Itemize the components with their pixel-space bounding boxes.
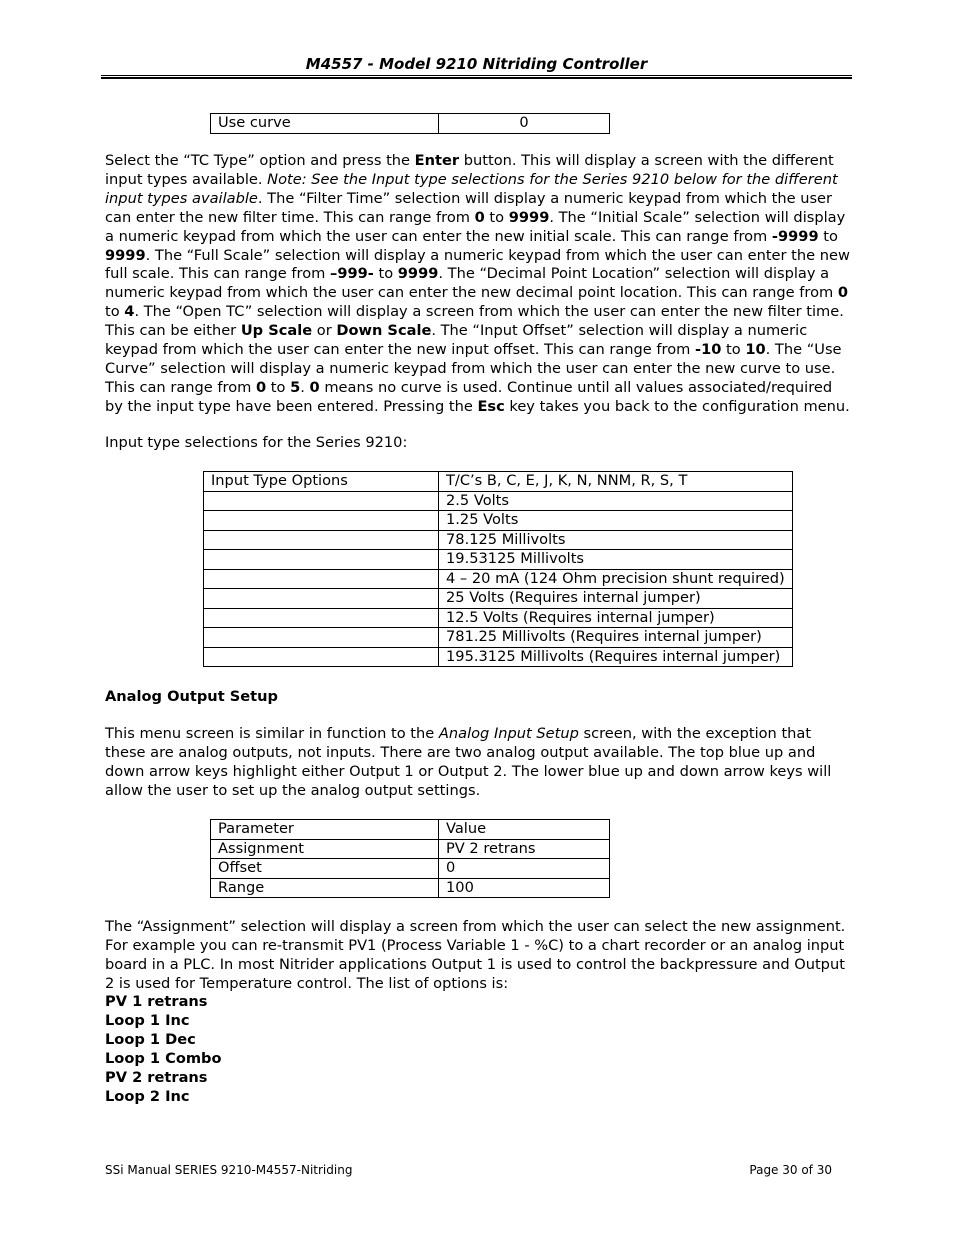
param-name-cell: Assignment [211, 839, 439, 859]
empty-cell [204, 589, 439, 609]
input-types-intro: Input type selections for the Series 9210: [105, 434, 408, 451]
table-row [204, 491, 793, 511]
empty-cell [204, 511, 439, 531]
list-item: Loop 1 Combo [105, 1049, 222, 1067]
param-value-cell: PV 2 retrans [439, 839, 610, 859]
list-item: PV 1 retrans [105, 993, 208, 1010]
table-row [211, 859, 610, 879]
list-item: Loop 2 Inc [105, 1087, 190, 1105]
table-row [204, 511, 793, 531]
assignment-paragraph: The “Assignment” selection will display a screen from which the user can select the new assignment. For example you can re-transmit PV1 (Process Variable 1 - %C) to a chart recorder or an analog input board in a PLC. In most Nitrider applications Output 1 is used to control the backpressure and Output 2 is used for Temperature control. The list of options is: [105, 918, 846, 992]
table-row [204, 589, 793, 609]
page-header-title: M4557 - Model 9210 Nitriding Controller [305, 55, 648, 73]
input-type-option: 4 – 20 mA (124 Ohm precision shunt required) [439, 569, 793, 589]
param-value-cell: 100 [439, 878, 610, 898]
param-name-cell: Parameter [211, 820, 439, 840]
empty-cell [204, 608, 439, 628]
table-row [204, 550, 793, 570]
list-item: Loop 1 Dec [105, 1030, 196, 1048]
table-row [204, 530, 793, 550]
analog-output-paragraph: This menu screen is similar in function to the Analog Input Setup screen, with the exception that these are analog outputs, not inputs. There are two analog output available. The top blue up and down arrow keys highlight either Output 1 or Output 2. The lower blue up and down arrow keys will allow the user to set up the analog output settings. [105, 725, 832, 799]
table-cell-label: Use curve [211, 114, 439, 134]
input-type-table [203, 471, 793, 667]
table-row [204, 628, 793, 648]
param-name-cell: Range [211, 878, 439, 898]
list-item: Loop 1 Inc [105, 1011, 190, 1029]
input-type-label: Input Type Options [204, 472, 439, 492]
table-row [204, 608, 793, 628]
table-row [204, 569, 793, 589]
table-row [211, 820, 610, 840]
empty-cell [204, 647, 439, 667]
input-type-option: 78.125 Millivolts [439, 530, 793, 550]
param-value-cell: 0 [439, 859, 610, 879]
input-type-option: 781.25 Millivolts (Requires internal jumper) [439, 628, 793, 648]
parameter-table [210, 819, 610, 898]
empty-cell [204, 550, 439, 570]
table-row [204, 472, 793, 492]
param-name-cell: Offset [211, 859, 439, 879]
table-row [211, 114, 610, 134]
empty-cell [204, 628, 439, 648]
table-row [211, 878, 610, 898]
use-curve-table [210, 113, 610, 134]
footer-manual-title: SSi Manual SERIES 9210-M4557-Nitriding [105, 1163, 353, 1177]
assignment-options-list [105, 993, 850, 1106]
input-type-option: 195.3125 Millivolts (Requires internal jumper) [439, 647, 793, 667]
footer-page-number: Page 30 of 30 [749, 1163, 832, 1177]
input-type-option: 1.25 Volts [439, 511, 793, 531]
header-rule [101, 75, 852, 79]
input-type-option: 2.5 Volts [439, 491, 793, 511]
table-cell-value: 0 [439, 114, 610, 134]
param-value-cell: Value [439, 820, 610, 840]
table-row [211, 839, 610, 859]
table-row [204, 647, 793, 667]
input-type-option: 19.53125 Millivolts [439, 550, 793, 570]
empty-cell [204, 569, 439, 589]
list-item: PV 2 retrans [105, 1068, 208, 1086]
input-type-option: 12.5 Volts (Requires internal jumper) [439, 608, 793, 628]
input-type-option: T/C’s B, C, E, J, K, N, NNM, R, S, T [439, 472, 793, 492]
empty-cell [204, 491, 439, 511]
empty-cell [204, 530, 439, 550]
analog-output-heading: Analog Output Setup [105, 688, 278, 705]
tc-type-paragraph: Select the “TC Type” option and press the Enter button. This will display a screen with the different input types available. Note: See the Input type selections for the Series 9210 below for the different input types available. The “Filter Time” selection will display a numeric keypad from which the user can enter the new filter time. This can range from 0 to 9999. The “Initial Scale” selection will display a numeric keypad from which the user can enter the new initial scale. This can range from -9999 to 9999. The “Full Scale” selection will display a numeric keypad from which the user can enter the new full scale. This can range from –999- to 9999. The “Decimal Point Location” selection will display a numeric keypad from which the user can enter the new decimal point location. This can range from 0 to 4. The “Open TC” selection will display a screen from which the user can enter the new filter time. This can be either Up Scale or Down Scale. The “Input Offset” selection will display a numeric keypad from which the user can enter the new input offset. This can range from -10 to 10. The “Use Curve” selection will display a numeric keypad from which the user can enter the new curve to use. This can range from 0 to 5. 0 means no curve is used. Continue until all values associated/required by the input type have been entered. Pressing the Esc key takes you back to the configuration menu. [105, 152, 850, 415]
input-type-option: 25 Volts (Requires internal jumper) [439, 589, 793, 609]
